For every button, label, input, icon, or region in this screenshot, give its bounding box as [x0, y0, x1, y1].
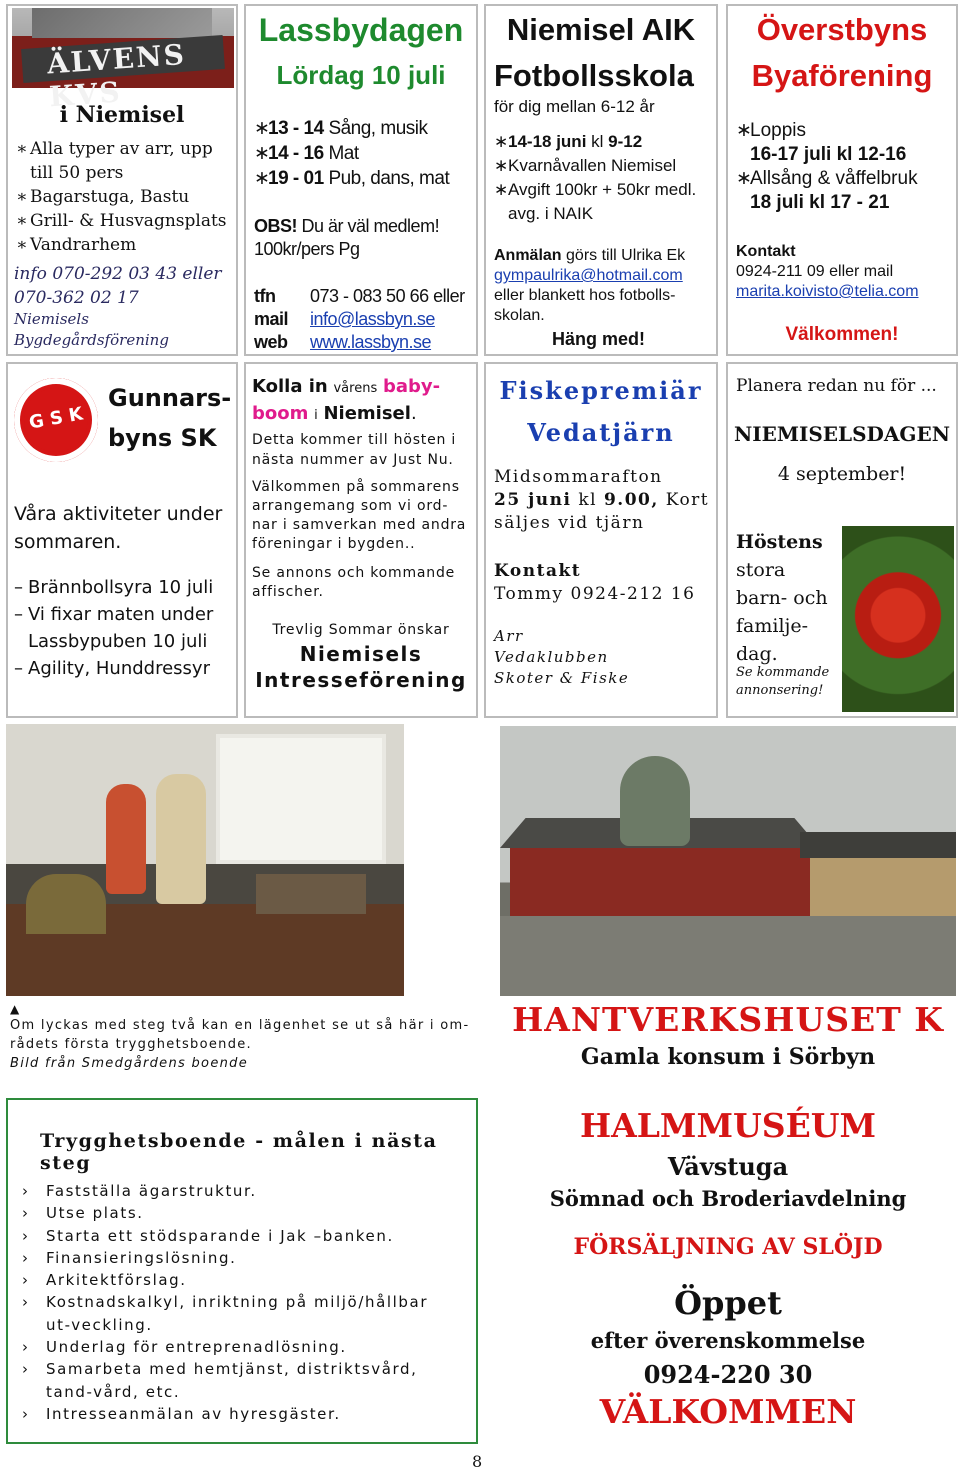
- kolla-greeting: Trevlig Sommar önskar: [272, 622, 450, 638]
- hantverkshuset-ad: [500, 998, 956, 1438]
- lassbydagen-box: [244, 4, 478, 356]
- up-arrow-icon: ▲: [10, 1002, 21, 1016]
- schedule-item: ∗ 14 - 16 Mat: [254, 141, 472, 166]
- sign-text: ÄLVENS KVS: [45, 37, 187, 114]
- overst-welcome: Välkommen!: [785, 324, 899, 345]
- lassby-schedule: [254, 116, 472, 191]
- page-number: 8: [472, 1452, 483, 1471]
- arr-org: Skoter & Fiske: [494, 669, 630, 687]
- aik-subtitle: för dig mellan 6-12 år: [494, 97, 655, 116]
- fiske-contact: Tommy 0924-212 16: [494, 584, 696, 604]
- mail-link[interactable]: info@lassbyn.se: [310, 309, 435, 329]
- kolla-org-2: Intresseförening: [255, 668, 467, 692]
- schedule-item: ∗ 19 - 01 Pub, dans, mat: [254, 166, 472, 191]
- trygghetsboende-box: [6, 1098, 478, 1444]
- overst-title: Överstbyns: [756, 12, 928, 47]
- overst-title-2: Byaförening: [751, 58, 933, 93]
- caption-text: Om lyckas med steg två kan en lägenhet se ut så här i om-rådets första trygghetsboende.: [10, 1018, 470, 1052]
- ad-sale: FÖRSÄLJNING AV SLÖJD: [573, 1234, 883, 1260]
- lassby-date: Lördag 10 juli: [276, 60, 446, 90]
- niemisel-box: [6, 4, 238, 356]
- fiske-title: Fiskepremiär: [499, 376, 703, 405]
- signup-end: eller blankett hos fotbolls-skolan.: [494, 287, 676, 324]
- ad-welcome: VÄLKOMMEN: [599, 1392, 857, 1431]
- list-item: – Brännbollsyra 10 juli: [14, 577, 214, 598]
- niemiselsdagen-box: [726, 362, 958, 718]
- aik-cheer: Häng med!: [552, 329, 646, 349]
- ad-phone: 0924-220 30: [643, 1360, 813, 1389]
- arr-label: Arr: [494, 627, 524, 645]
- rowanberry-photo: [842, 526, 954, 712]
- arrow-bullet-icon: ›: [22, 1338, 30, 1357]
- org-name: Bygdegårdsförening: [14, 331, 169, 349]
- info-line: info 070-292 03 43 eller: [14, 264, 222, 284]
- niemiselsdagen-note: Se kommande annonsering!: [736, 665, 830, 698]
- kolla-p1: Detta kommer till hösten i nästa nummer av Just Nu.: [252, 432, 457, 468]
- list-item: ∗ 14-18 juni kl 9-12: [494, 130, 710, 154]
- autumn-text: stora barn- och familje-dag.: [736, 559, 828, 665]
- trygghet-title: Trygghetsboende - målen i nästa steg: [40, 1130, 438, 1174]
- ad-title: HANTVERKSHUSET K: [512, 1000, 944, 1039]
- arrow-bullet-icon: ›: [22, 1271, 30, 1290]
- obs-text: Du är väl medlem!: [301, 216, 440, 236]
- ad-open: Öppet: [674, 1284, 782, 1322]
- hantverkshuset-photo: [500, 726, 956, 996]
- arrow-bullet-icon: ›: [22, 1226, 30, 1245]
- lassby-title: Lassbydagen: [258, 12, 464, 48]
- gsk-logo-text: G S K: [27, 403, 85, 434]
- photo-caption: [10, 1002, 480, 1073]
- list-item: ∗ Kvarnåvallen Niemisel: [494, 154, 710, 178]
- list-item: › Intresseanmälan av hyresgäster.: [22, 1403, 452, 1425]
- aik-title: Niemisel AIK: [506, 12, 696, 47]
- overst-email-link[interactable]: marita.koivisto@telia.com: [736, 283, 919, 300]
- org-name: Niemisels: [14, 310, 89, 328]
- web-link[interactable]: www.lassbyn.se: [310, 332, 432, 352]
- arrow-bullet-icon: ›: [22, 1182, 30, 1200]
- arrow-bullet-icon: ›: [22, 1404, 30, 1423]
- aik-list: [494, 130, 710, 226]
- niemiselsdagen-title: NIEMISELSDAGEN: [733, 422, 951, 446]
- caption-credit: Bild från Smedgårdens boende: [10, 1056, 249, 1071]
- list-item: – Agility, Hunddressyr: [14, 658, 210, 679]
- gsk-box: [6, 362, 238, 718]
- fiske-contact-label: Kontakt: [494, 561, 582, 581]
- ad-museum: HALMMUSÉUM: [579, 1106, 877, 1145]
- contact-label: Kontakt: [736, 243, 796, 260]
- arr-org: Vedaklubben: [494, 648, 609, 666]
- apartment-photo: [6, 724, 404, 996]
- niemiselsdagen-date: 4 september!: [777, 463, 907, 485]
- info-line: 070-362 02 17: [14, 288, 139, 308]
- list-item: › Underlag för entreprenadlösning.: [22, 1336, 452, 1358]
- gsk-intro: Våra aktiviteter under sommaren.: [14, 503, 223, 553]
- ad-agreement: efter överenskommelse: [590, 1328, 866, 1353]
- signup-text: görs till Ulrika Ek: [566, 247, 686, 264]
- fiske-place: Vedatjärn: [527, 418, 675, 447]
- phone-number: 073 - 083 50 66 eller: [310, 286, 465, 306]
- arrow-bullet-icon: ›: [22, 1293, 30, 1312]
- bygdegard-sign-photo: [12, 8, 234, 114]
- list-item: › Kostnadskalkyl, inriktning på miljö/hållbar ut-veckling.: [22, 1293, 429, 1334]
- gsk-activities: [14, 574, 220, 682]
- ad-vavstuga: Vävstuga: [667, 1152, 789, 1181]
- fiske-box: [484, 362, 718, 718]
- list-item: ∗ Vandrarhem: [16, 233, 228, 257]
- ad-somnad: Sömnad och Broderiavdelning: [549, 1186, 907, 1211]
- contact-phone: 0924-211 09 eller mail: [736, 263, 894, 280]
- list-item: ∗ Allsång & våffelbruk 18 juli kl 17 - 21: [736, 167, 954, 215]
- list-item: › Fastställa ägarstruktur.: [22, 1180, 452, 1202]
- list-item: ∗ Bagarstuga, Bastu: [16, 185, 228, 209]
- intresseforening-box: Kolla in vårens baby- boom i Niemisel. Detta kommer till hösten i nästa nummer av Just Nu. Välkommen på sommarens arrangemang som vi ord-nar i samverkan med andra föreningar i bygden.. Se annons och kommande affischer. Trevlig Sommar önskar Niemisels Intresseförening: [244, 362, 478, 718]
- overst-list: [736, 119, 954, 215]
- list-item: ∗ Avgift 100kr + 50kr medl. avg. i NAIK: [494, 178, 710, 226]
- fiske-when: Midsommarafton: [494, 467, 663, 487]
- aik-email-link[interactable]: gympaulrika@hotmail.com: [494, 267, 683, 284]
- list-item: ∗ Loppis 16-17 juli kl 12-16: [736, 119, 954, 167]
- aik-title-2: Fotbollsskola: [494, 58, 694, 93]
- niemiselsdagen-intro: Planera redan nu för ...: [736, 376, 937, 396]
- trygghet-list: [22, 1180, 452, 1425]
- gsk-title-2: byns SK: [108, 424, 217, 452]
- list-item: › Arkitektförslag.: [22, 1269, 452, 1291]
- gsk-title: Gunnars-: [108, 384, 232, 412]
- list-item: › Starta ett stödsparande i Jak –banken.: [22, 1225, 452, 1247]
- arrow-bullet-icon: ›: [22, 1360, 30, 1379]
- list-item: › Utse plats.: [22, 1202, 452, 1224]
- list-item: ∗ Grill- & Husvagnsplats: [16, 209, 228, 233]
- autumn-bold: Höstens: [736, 531, 823, 553]
- list-item: ∗ Alla typer av arr, upp till 50 pers: [16, 137, 228, 185]
- lassby-contacts: tfn 073 - 083 50 66 eller mail info@lassbyn.se web www.lassbyn.se: [254, 286, 465, 352]
- niemisel-list: [16, 137, 228, 257]
- niemisel-title: i Niemisel: [59, 102, 185, 128]
- signup-label: Anmälan: [494, 247, 562, 264]
- lassby-price: 100kr/pers Pg: [254, 239, 360, 259]
- kolla-p3: Se annons och kommande affischer.: [252, 565, 456, 600]
- list-item: – Vi fixar maten under Lassbypuben 10 juli: [14, 604, 214, 652]
- arrow-bullet-icon: ›: [22, 1204, 30, 1223]
- ad-subtitle: Gamla konsum i Sörbyn: [580, 1044, 876, 1070]
- kolla-p2: Välkommen på sommarens arrangemang som vi ord-nar i samverkan med andra föreningar i bygden..: [252, 479, 467, 552]
- overstbyn-box: [726, 4, 958, 356]
- fiske-date: 25 juni kl 9.00, Kort säljes vid tjärn: [494, 490, 710, 533]
- schedule-item: ∗ 13 - 14 Sång, musik: [254, 116, 472, 141]
- aik-box: [484, 4, 718, 356]
- kolla-org: Niemisels: [299, 642, 423, 666]
- gsk-logo: [14, 378, 98, 462]
- obs-label: OBS!: [254, 216, 297, 236]
- list-item: › Finansieringslösning.: [22, 1247, 452, 1269]
- list-item: › Samarbeta med hemtjänst, distriktsvård, tand-vård, etc.: [22, 1360, 418, 1401]
- arrow-bullet-icon: ›: [22, 1248, 30, 1267]
